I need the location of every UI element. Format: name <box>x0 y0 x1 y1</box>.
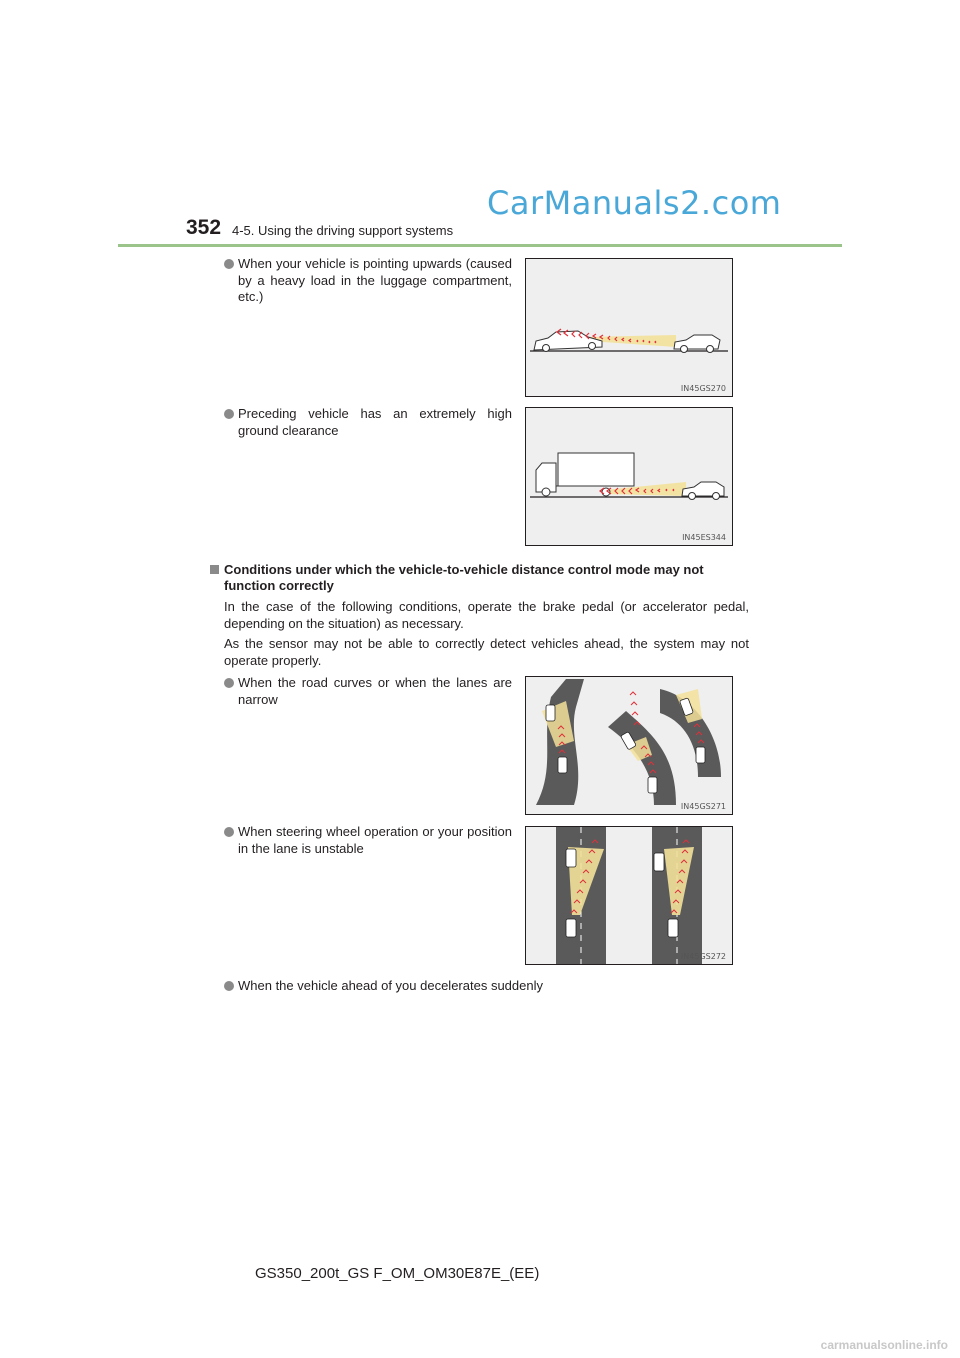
figure-code: IN45GS271 <box>680 802 726 811</box>
list-item <box>224 978 784 995</box>
item-text: When the vehicle ahead of you decelerates suddenly <box>238 978 543 993</box>
square-bullet-icon <box>210 565 219 574</box>
heading-text: Conditions under which the vehicle-to-vehicle distance control mode may not function correctly <box>224 562 704 593</box>
bullet-icon <box>224 409 234 419</box>
section-title: 4-5. Using the driving support systems <box>232 223 454 238</box>
figure-code: IN45GS270 <box>680 384 726 393</box>
watermark-footer: carmanualsonline.info <box>820 1338 948 1352</box>
paragraph: In the case of the following conditions, operate the brake pedal (or accelerator pedal, depending on the situation) as necessary. <box>224 599 749 631</box>
figure-code: IN45GS272 <box>680 952 726 961</box>
illustration-unstable-lane-position <box>525 826 733 965</box>
car-tilted-illustration <box>526 259 732 396</box>
bullet-icon <box>224 678 234 688</box>
item-text: When the road curves or when the lanes are narrow <box>238 675 512 707</box>
list-item <box>224 406 512 439</box>
list-item <box>224 256 512 306</box>
lane-illustration <box>526 827 732 964</box>
watermark-logo: CarManuals2.com <box>487 184 782 222</box>
illustration-high-clearance-truck <box>525 407 733 546</box>
bullet-icon <box>224 981 234 991</box>
manual-code-footer: GS350_200t_GS F_OM_OM30E87E_(EE) <box>255 1265 540 1282</box>
item-text: When steering wheel operation or your position in the lane is unstable <box>238 824 512 856</box>
list-item <box>224 675 512 708</box>
bullet-icon <box>224 259 234 269</box>
section-heading <box>210 562 755 594</box>
item-text: When your vehicle is pointing upwards (caused by a heavy load in the luggage compartment, etc.) <box>238 256 512 304</box>
illustration-vehicle-pointing-upwards <box>525 258 733 397</box>
bullet-icon <box>224 827 234 837</box>
curved-roads-illustration <box>526 677 732 814</box>
header-divider <box>118 244 842 247</box>
item-text: Preceding vehicle has an extremely high ground clearance <box>238 406 512 438</box>
figure-code: IN45ES344 <box>682 533 726 542</box>
paragraph: As the sensor may not be able to correctly detect vehicles ahead, the system may not operate properly. <box>224 636 749 668</box>
page-number: 352 <box>186 216 222 239</box>
illustration-curved-road <box>525 676 733 815</box>
preceding-car-icon <box>674 335 720 353</box>
own-car-icon <box>534 331 602 352</box>
list-item <box>224 824 512 857</box>
truck-illustration <box>526 408 732 545</box>
